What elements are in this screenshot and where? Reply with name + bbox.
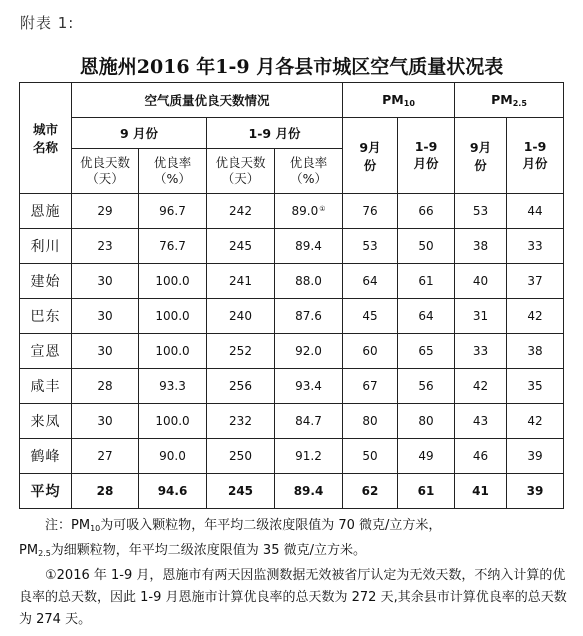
city-cell: 咸丰: [20, 369, 72, 404]
sep-rate-cell: 100.0: [139, 334, 207, 369]
pm25-ytd-cell: 39: [507, 474, 564, 509]
table-row: [20, 299, 564, 334]
ytd-rate-cell: 92.0: [275, 334, 343, 369]
table-row: [20, 229, 564, 264]
pm10-sep-cell: 50: [343, 439, 398, 474]
air-quality-table: [19, 82, 564, 509]
city-cell: 利川: [20, 229, 72, 264]
notes: [19, 515, 567, 631]
pm25-ytd-cell: 33: [507, 229, 564, 264]
attachment-label: 附表 1:: [20, 14, 75, 32]
pm10-sep-cell: 45: [343, 299, 398, 334]
footnote-marker: ①: [319, 205, 326, 213]
city-cell: 巴东: [20, 299, 72, 334]
pm25-ytd-cell: 39: [507, 439, 564, 474]
pm25-sep-header: 9月份: [455, 118, 507, 194]
pm25-sep-cell: 46: [455, 439, 507, 474]
pm10-ytd-header: 1-9月份: [398, 118, 455, 194]
city-cell: 建始: [20, 264, 72, 299]
pm10-sep-cell: 80: [343, 404, 398, 439]
pm10-sep-cell: 64: [343, 264, 398, 299]
ytd-rate-cell: 89.4: [275, 474, 343, 509]
aq-days-header: 空气质量优良天数情况: [72, 83, 343, 118]
pm25-ytd-cell: 37: [507, 264, 564, 299]
ytd-days-cell: 240: [207, 299, 275, 334]
pm10-ytd-cell: 65: [398, 334, 455, 369]
pm25-ytd-cell: 44: [507, 194, 564, 229]
pm10-sep-cell: 60: [343, 334, 398, 369]
sep-rate-cell: 76.7: [139, 229, 207, 264]
table-body: [20, 194, 564, 509]
ytd-rate-cell: 89.0①: [275, 194, 343, 229]
pm10-ytd-cell: 61: [398, 474, 455, 509]
pm10-sep-cell: 76: [343, 194, 398, 229]
pm25-sep-cell: 42: [455, 369, 507, 404]
sep-days-cell: 28: [72, 474, 139, 509]
sep-rate-cell: 100.0: [139, 264, 207, 299]
pm10-sep-cell: 67: [343, 369, 398, 404]
table-row: [20, 334, 564, 369]
ytd-days-cell: 256: [207, 369, 275, 404]
sep-days-cell: 30: [72, 264, 139, 299]
pm25-header: PM2.5: [455, 83, 564, 118]
sep-days-cell: 23: [72, 229, 139, 264]
city-cell: 鹤峰: [20, 439, 72, 474]
pm10-ytd-cell: 80: [398, 404, 455, 439]
city-cell: 平均: [20, 474, 72, 509]
ytd-days-cell: 241: [207, 264, 275, 299]
ytd-rate-cell: 88.0: [275, 264, 343, 299]
pm25-sep-cell: 40: [455, 264, 507, 299]
note-line-2: PM2.5为细颗粒物，年平均二级浓度限值为 35 微克/立方米。: [19, 543, 366, 558]
table-row: [20, 439, 564, 474]
ytd-rate-cell: 93.4: [275, 369, 343, 404]
ytd-days-cell: 250: [207, 439, 275, 474]
jan-sep-header: 1-9 月份: [207, 118, 343, 149]
sep-days-cell: 29: [72, 194, 139, 229]
city-cell: 来凤: [20, 404, 72, 439]
sep-rate-cell: 100.0: [139, 404, 207, 439]
city-cell: 宣恩: [20, 334, 72, 369]
pm25-sep-cell: 43: [455, 404, 507, 439]
pm25-sep-cell: 38: [455, 229, 507, 264]
ytd-days-cell: 242: [207, 194, 275, 229]
ytd-days-cell: 232: [207, 404, 275, 439]
pm25-sep-cell: 53: [455, 194, 507, 229]
ytd-rate-cell: 84.7: [275, 404, 343, 439]
sep-days-cell: 30: [72, 404, 139, 439]
ytd-days-cell: 245: [207, 474, 275, 509]
ytd-rate-cell: 89.4: [275, 229, 343, 264]
sep-good-rate-header: 优良率（%）: [139, 149, 207, 194]
sep-days-cell: 30: [72, 334, 139, 369]
sep-header: 9 月份: [72, 118, 207, 149]
ytd-good-rate-header: 优良率（%）: [275, 149, 343, 194]
pm25-sep-cell: 41: [455, 474, 507, 509]
ytd-rate-cell: 91.2: [275, 439, 343, 474]
city-header: 城市名称: [20, 83, 72, 194]
table-title: 恩施州2016 年1-9 月各县市城区空气质量状况表: [79, 56, 504, 78]
city-cell: 恩施: [20, 194, 72, 229]
sep-rate-cell: 93.3: [139, 369, 207, 404]
note-footnote: ①2016 年 1-9 月，恩施市有两天因监测数据无效被省厅认定为无效天数，不纳入计算的优良率的总天数，因此 1-9 月恩施市计算优良率的总天数为 272 天,其余县市计算优良率的总天数为 274 天。: [19, 568, 567, 627]
pm25-ytd-cell: 35: [507, 369, 564, 404]
sep-rate-cell: 96.7: [139, 194, 207, 229]
pm25-ytd-cell: 42: [507, 299, 564, 334]
pm25-sep-cell: 33: [455, 334, 507, 369]
pm10-ytd-cell: 64: [398, 299, 455, 334]
pm25-ytd-cell: 42: [507, 404, 564, 439]
table-row: [20, 369, 564, 404]
pm10-ytd-cell: 61: [398, 264, 455, 299]
table-row: [20, 404, 564, 439]
sep-good-days-header: 优良天数（天）: [72, 149, 139, 194]
ytd-days-cell: 245: [207, 229, 275, 264]
sep-days-cell: 27: [72, 439, 139, 474]
table-row: [20, 194, 564, 229]
ytd-days-cell: 252: [207, 334, 275, 369]
sep-days-cell: 30: [72, 299, 139, 334]
sep-rate-cell: 90.0: [139, 439, 207, 474]
ytd-good-days-header: 优良天数（天）: [207, 149, 275, 194]
sep-rate-cell: 94.6: [139, 474, 207, 509]
pm10-sep-cell: 62: [343, 474, 398, 509]
pm10-ytd-cell: 66: [398, 194, 455, 229]
note-line-1: 注：PM10为可吸入颗粒物，年平均二级浓度限值为 70 微克/立方米，: [45, 518, 442, 533]
pm10-ytd-cell: 56: [398, 369, 455, 404]
pm10-sep-cell: 53: [343, 229, 398, 264]
pm10-ytd-cell: 49: [398, 439, 455, 474]
pm25-sep-cell: 31: [455, 299, 507, 334]
ytd-rate-cell: 87.6: [275, 299, 343, 334]
sep-rate-cell: 100.0: [139, 299, 207, 334]
pm10-ytd-cell: 50: [398, 229, 455, 264]
sep-days-cell: 28: [72, 369, 139, 404]
pm10-sep-header: 9月份: [343, 118, 398, 194]
pm25-ytd-cell: 38: [507, 334, 564, 369]
pm25-ytd-header: 1-9月份: [507, 118, 564, 194]
table-row: [20, 264, 564, 299]
pm10-header: PM10: [343, 83, 455, 118]
table-row: [20, 474, 564, 509]
